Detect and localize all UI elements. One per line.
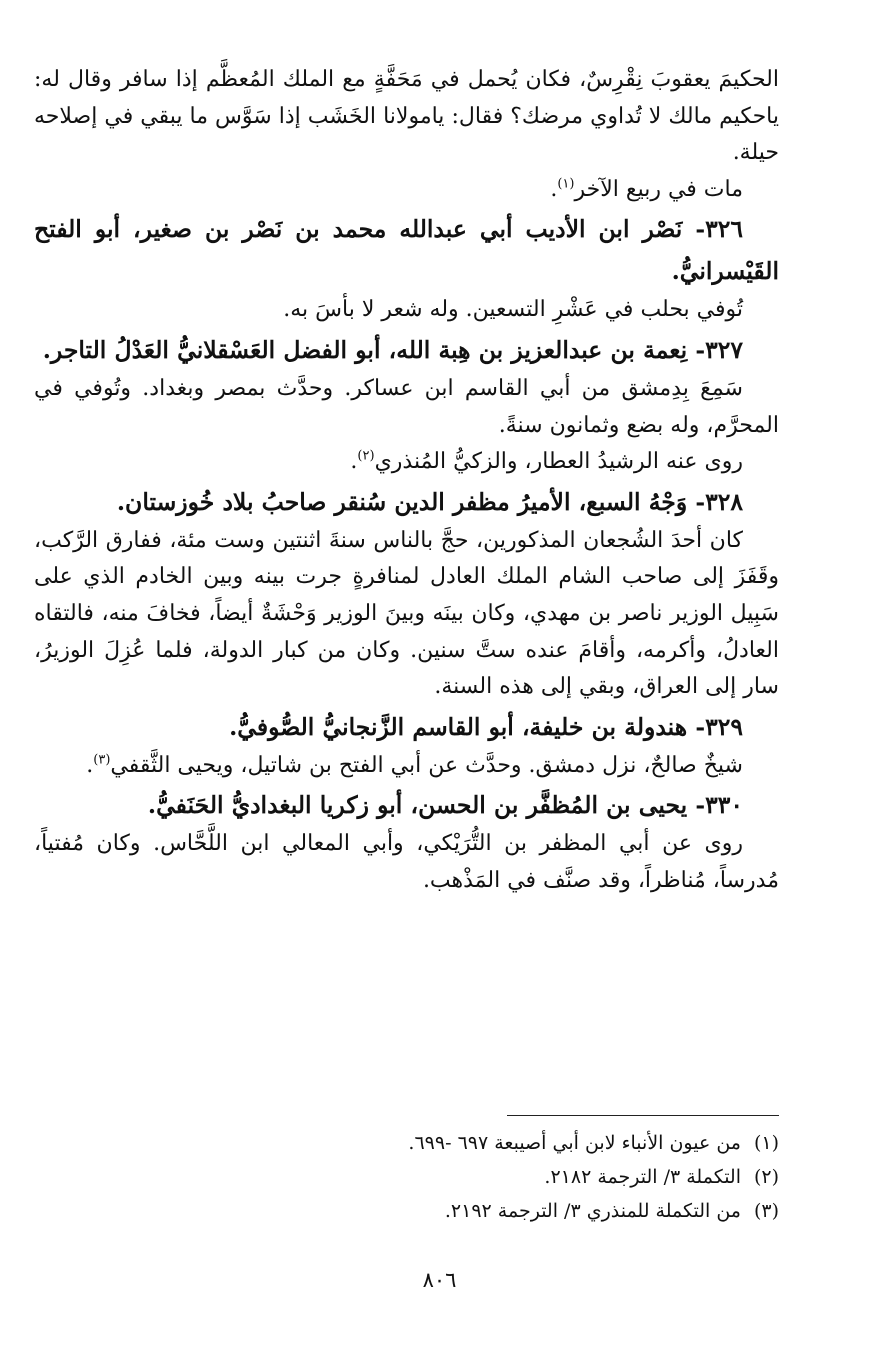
paragraph-end: . <box>350 449 358 475</box>
paragraph-text: شيخٌ صالحٌ، نزل دمشق. وحدَّث عن أبي الفتح بن شاتيل، ويحيى الثَّقفي <box>110 752 743 778</box>
paragraph-text: روى عنه الرشيدُ العطار، والزكيُّ المُنذري <box>374 449 743 475</box>
entry-title: نِعمة بن عبدالعزيز بن هِبة الله، أبو الفضل العَسْقلانيُّ العَدْلُ التاجر. <box>42 335 688 364</box>
footnote-text: التكملة ٣/ الترجمة ٢١٨٢. <box>544 1166 741 1188</box>
paragraph-text: مات في ربيع الآخر <box>574 176 743 202</box>
paragraph-end: . <box>86 752 94 778</box>
entry-heading <box>34 329 779 371</box>
entry-title: نَصْر ابن الأديب أبي عبدالله محمد بن نَصْر بن صغير، أبو الفتح القَيْسرانيُّ. <box>34 215 779 286</box>
entry-number: ٣٣٠- <box>695 791 743 820</box>
footnotes <box>34 1126 779 1228</box>
paragraph: روى عن أبي المظفر بن التُّرَيْكي، وأبي المعالي ابن اللَّحَّاس. وكان مُفتياً، مُدرساً، مُناظراً، وقد صنَّف في المَذْهب. <box>34 831 779 893</box>
footnote-ref[interactable]: (٢) <box>357 448 375 464</box>
footnote-number: (١) <box>753 1132 779 1154</box>
footnote-text: من عيون الأنباء لابن أبي أصيبعة ٦٩٧ -٦٩٩. <box>408 1132 741 1154</box>
paragraph: سَمِعَ بِدِمشق من أبي القاسم ابن عساكر. وحدَّث بمصر وبغداد. وتُوفي في المحرَّم، وله بضع وثمانون سنةً. <box>34 375 779 438</box>
footnote <box>34 1194 779 1228</box>
entry-title: هندولة بن خليفة، أبو القاسم الزَّنجانيُّ الصُّوفيُّ. <box>229 712 688 741</box>
paragraph <box>34 444 779 481</box>
paragraph: كان أحدَ الشُجعان المذكورين، حجَّ بالناس سنةَ اثنتين وست مئة، ففارق الرَّكب، وقَفَزَ إلى صاحب الشام الملك العادل لمنافرةٍ جرت بينه وبين الخادم الذي على سَبِيل الوزير ناصر بن مهدي، وكان بينَه وبينَ الوزير وَحْشَةٌ أيضاً، فخافَ منه، فالتقاه العادلُ، وأكرمه، وأقامَ عنده ستَّ سنين. وكان من كبار الدولة، فلما عُزِلَ الوزيرُ، سار إلى العراق، وبقي إلى هذه السنة. <box>34 527 779 700</box>
page-body <box>34 62 779 900</box>
entry-title: وَجْهُ السبع، الأميرُ مظفر الدين سُنقر صاحبُ بلاد خُوزستان. <box>116 487 688 516</box>
entry-heading <box>34 208 779 292</box>
footnote-separator <box>507 1115 779 1116</box>
entry-title: يحيى بن المُظفَّر بن الحسن، أبو زكريا البغداديُّ الحَنَفيُّ. <box>147 791 688 820</box>
footnote-ref[interactable]: (١) <box>557 176 575 192</box>
main-text <box>34 62 779 900</box>
paragraph-end: . <box>550 176 558 202</box>
entry-heading <box>34 784 779 826</box>
page-number: ٨٠٦ <box>422 1268 457 1292</box>
footnote-text: من التكملة للمنذري ٣/ الترجمة ٢١٩٢. <box>444 1200 741 1222</box>
footnote-number: (٢) <box>753 1166 779 1188</box>
entry-number: ٣٢٦- <box>695 215 743 244</box>
entry-heading <box>34 481 779 523</box>
footnote-ref[interactable]: (٣) <box>93 752 111 768</box>
entry-number: ٣٢٧- <box>695 335 743 364</box>
paragraph <box>34 748 779 785</box>
paragraph: تُوفي بحلب في عَشْرِ التسعين. وله شعر لا بأسَ به. <box>283 297 743 323</box>
entry-number: ٣٢٩- <box>695 712 743 741</box>
entry-heading <box>34 706 779 748</box>
footnote <box>34 1126 779 1160</box>
paragraph: الحكيمَ يعقوبَ نِقْرِسٌ، فكان يُحمل في مَحَفَّةٍ مع الملك المُعظَّم إذا سافر وقال له: ياحكيم مالك لا تُداوي مرضك؟ فقال: ياموﻻنا الخَشَب إذا سَوَّس ما يبقي في إصلاحه حيلة. <box>34 67 779 166</box>
entry-number: ٣٢٨- <box>695 487 743 516</box>
paragraph <box>34 172 779 209</box>
footnote <box>34 1160 779 1194</box>
footnote-number: (٣) <box>753 1200 779 1222</box>
